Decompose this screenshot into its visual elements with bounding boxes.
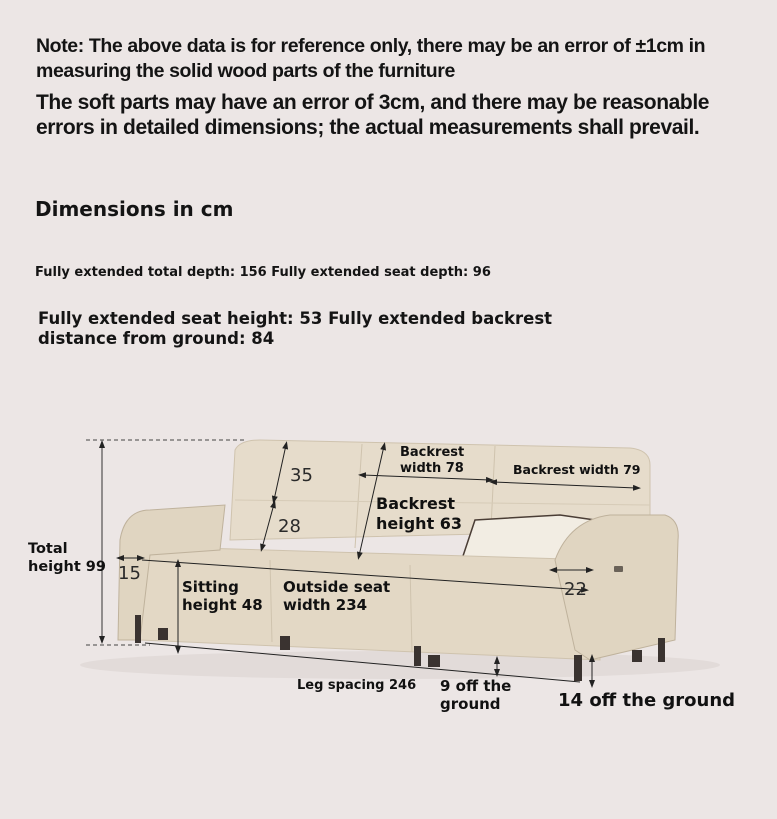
disclaimer-note-1: Note: The above data is for reference only, there may be an error of ±1cm in measuring the solid wood parts of the furniture bbox=[36, 35, 706, 82]
spec-heights: Fully extended seat height: 53 Fully extended backrest distance from ground: 84 bbox=[38, 309, 553, 348]
backrest-height-label: Backrest height 63 bbox=[376, 494, 463, 533]
headrest-height-value: 35 bbox=[290, 465, 313, 486]
off-ground-14-label: 14 off the ground bbox=[558, 690, 736, 711]
sofa-illustration bbox=[0, 400, 777, 700]
sitting-height-label: Sitting height 48 bbox=[182, 578, 263, 614]
spec-depths: Fully extended total depth: 156 Fully extended seat depth: 96 bbox=[35, 265, 491, 280]
outside-seat-width-label: Outside seat width 234 bbox=[283, 578, 391, 614]
dimensions-title: Dimensions in cm bbox=[35, 197, 234, 221]
total-height-label: Total height 99 bbox=[28, 541, 106, 575]
leg-spacing-label: Leg spacing 246 bbox=[297, 678, 417, 693]
off-ground-9-label: 9 off the ground bbox=[440, 677, 512, 713]
cushion-height-value: 28 bbox=[278, 516, 301, 537]
arm-width-left-value: 15 bbox=[118, 563, 141, 584]
backrest-width-79-label: Backrest width 79 bbox=[513, 462, 641, 477]
disclaimer-note-2: The soft parts may have an error of 3cm, and there may be reasonable errors in detailed dimensions; the actual measurements shall prevail. bbox=[36, 91, 710, 139]
backrest-width-78-label: Backrest width 78 bbox=[400, 445, 465, 476]
arm-width-right-value: 22 bbox=[564, 579, 587, 600]
